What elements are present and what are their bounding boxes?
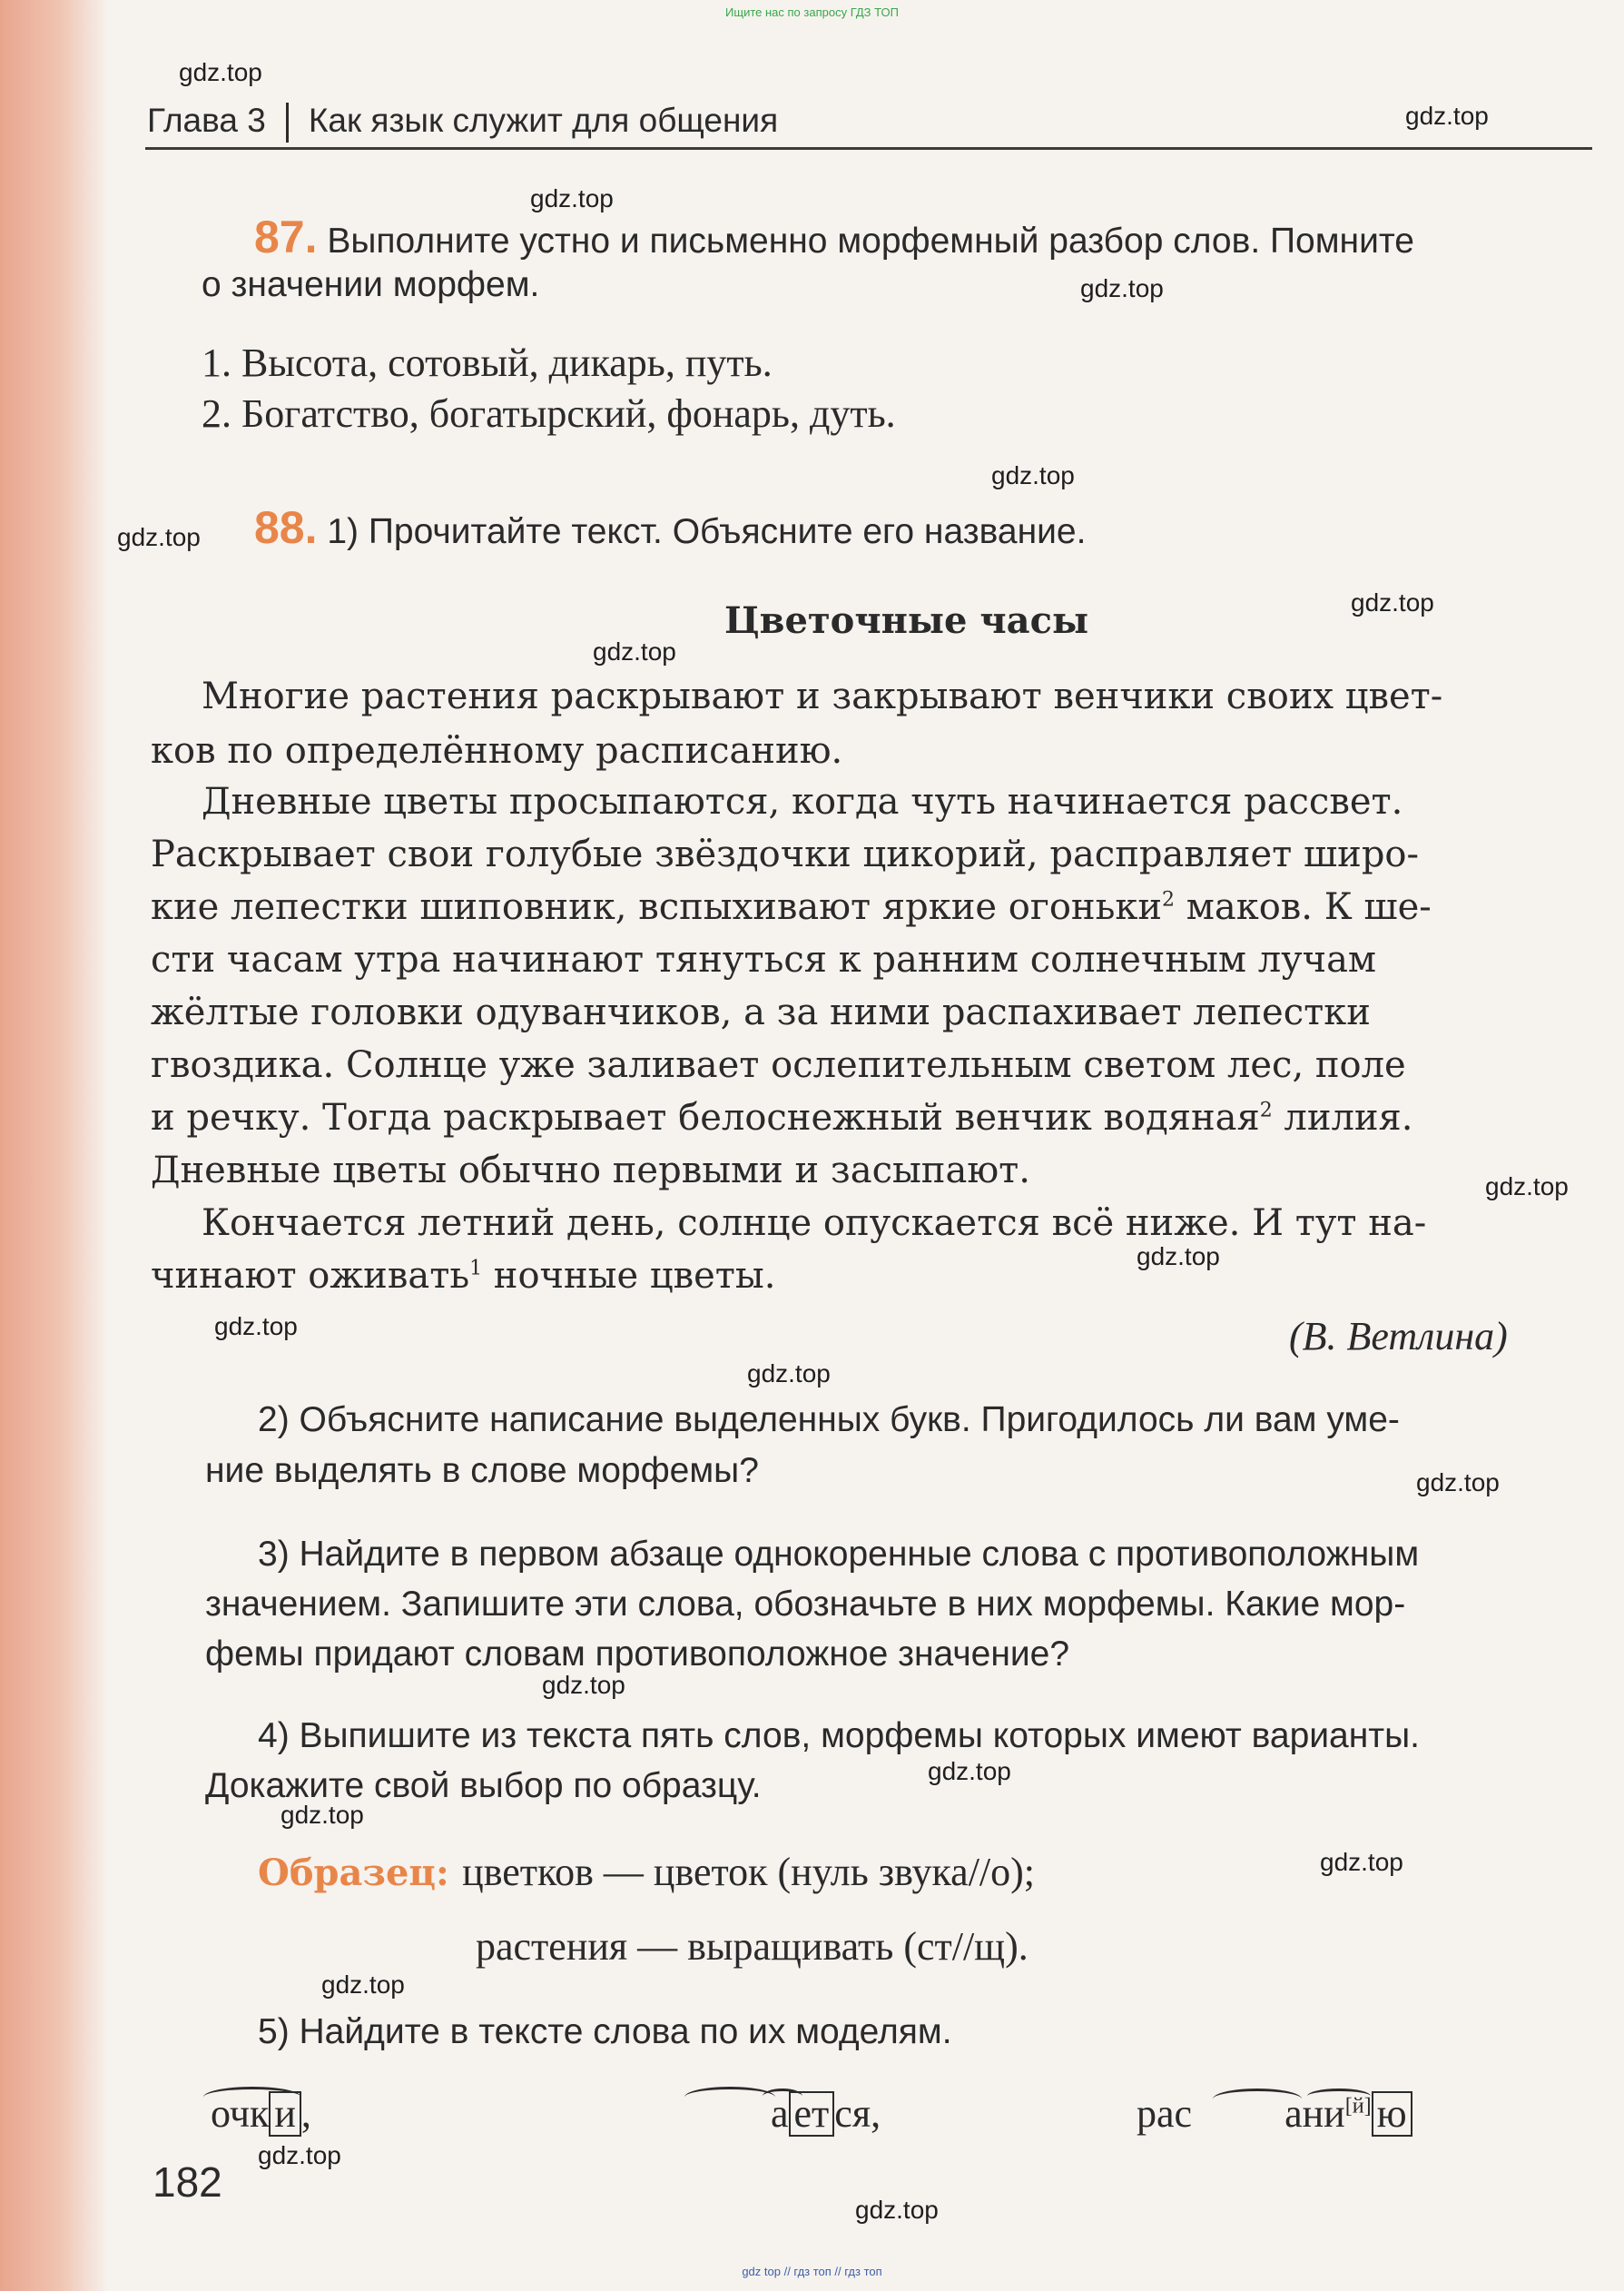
exercise-87-item-1: 1. Высота, сотовый, дикарь, путь.	[202, 341, 773, 385]
text-line: Кончается летний день, солнце опускается всё ниже. И тут на-	[202, 1202, 1427, 1244]
text-line: Многие растения раскрывают и закрывают венчики своих цвет-	[202, 676, 1443, 717]
morpheme-root: очк	[211, 2091, 270, 2136]
text-line: жёлтые головки одуванчиков, а за ними распахивает лепестки	[151, 992, 1371, 1033]
task-text: Выполните устно и письменно морфемный разбор слов. Помните	[327, 222, 1414, 261]
watermark: gdz.top	[1485, 1172, 1569, 1200]
watermark: gdz.top	[281, 1801, 364, 1829]
task-2: 2) Объясните написание выделенных букв. Пригодилось ли вам уме-	[258, 1400, 1400, 1439]
footnote-mark: 2	[1162, 888, 1176, 912]
morpheme-suffix: ани	[1284, 2091, 1345, 2136]
text-line: Дневные цветы обычно первыми и засыпают.	[151, 1150, 1030, 1191]
watermark: gdz.top	[1405, 102, 1489, 130]
footnote-mark: 1	[469, 1257, 483, 1280]
root-arc	[203, 2087, 301, 2108]
header-separator	[286, 103, 289, 143]
task-3: 3) Найдите в первом абзаце однокоренные слова с противоположным	[258, 1535, 1420, 1574]
text-title: Цветочные часы	[724, 599, 1089, 642]
sample-label: Образец:	[258, 1852, 449, 1894]
exercise-88-task-1	[254, 501, 1086, 554]
task-text: 1) Прочитайте текст. Объясните его название.	[327, 512, 1087, 551]
watermark: gdz.top	[321, 1970, 405, 1999]
text-line: кие лепестки шиповник, вспыхивают яркие огоньки$^2$ маков. К ше-	[151, 886, 1432, 928]
bottom-banner[interactable]: gdz top // гдз топ // гдз топ	[742, 2265, 882, 2278]
watermark: gdz.top	[179, 58, 262, 86]
morpheme-prefix: рас	[1137, 2091, 1193, 2136]
watermark: gdz.top	[1416, 1468, 1500, 1496]
page-number: 182	[153, 2158, 222, 2206]
watermark: gdz.top	[928, 1757, 1011, 1785]
chapter-title: Как язык служит для общения	[308, 102, 779, 139]
watermark: gdz.top	[530, 184, 614, 212]
text-line: Раскрывает свои голубые звёздочки цикорий, расправляет широ-	[151, 834, 1420, 875]
header-rule	[145, 147, 1592, 150]
task-3: фемы придают словам противоположное значение?	[205, 1634, 1070, 1674]
task-text: о значении морфем.	[202, 265, 540, 304]
word-model-1: очк и ,	[211, 2091, 311, 2136]
morpheme-ending-box: ет	[789, 2091, 835, 2137]
task-2: ние выделять в слове морфемы?	[205, 1451, 759, 1490]
task-4: Докажите свой выбор по образцу.	[205, 1766, 762, 1805]
text-line: чинают оживать$^1$ ночные цветы.	[151, 1255, 776, 1297]
text-line: сти часам утра начинают тянуться к ранним солнечным лучам	[151, 939, 1377, 981]
exercise-87-task	[254, 211, 1414, 263]
watermark: gdz.top	[117, 523, 201, 551]
sound-j: [й]	[1344, 2093, 1372, 2118]
morpheme-ending-box: ю	[1372, 2091, 1412, 2137]
task-4: 4) Выпишите из текста пять слов, морфемы которых имеют варианты.	[258, 1716, 1421, 1755]
text-author: (В. Ветлина)	[1289, 1314, 1508, 1358]
text-line: ков по определённому расписанию.	[151, 730, 843, 772]
text-line: и речку. Тогда раскрывает белоснежный венчик водяная$^2$ лилия.	[151, 1097, 1413, 1139]
suffix-mark	[763, 2089, 802, 2104]
watermark: gdz.top	[542, 1671, 625, 1699]
sample-line-2: растения — выращивать (ст//щ).	[476, 1924, 1029, 1969]
watermark: gdz.top	[214, 1312, 298, 1340]
chapter-label: Глава 3	[147, 102, 266, 139]
watermark: gdz.top	[1320, 1848, 1403, 1876]
running-header	[147, 102, 778, 143]
root-arc	[1213, 2089, 1302, 2109]
word-model-2: а ет ся,	[771, 2091, 881, 2136]
watermark: gdz.top	[1080, 274, 1164, 302]
top-banner[interactable]: Ищите нас по запросу ГДЗ ТОП	[725, 5, 899, 19]
watermark: gdz.top	[258, 2141, 341, 2169]
footnote-mark: 2	[1259, 1099, 1273, 1122]
root-arc	[684, 2087, 775, 2108]
watermark: gdz.top	[991, 461, 1075, 489]
suffix-mark	[1307, 2089, 1371, 2104]
exercise-87-item-2: 2. Богатство, богатырский, фонарь, дуть.	[202, 391, 896, 436]
watermark: gdz.top	[593, 637, 676, 666]
task-3: значением. Запишите эти слова, обозначьте в них морфемы. Какие мор-	[205, 1585, 1406, 1624]
sample-line-1: Образец: цветков — цветок (нуль звука//о);	[258, 1850, 1036, 1894]
exercise-number: 87.	[254, 212, 318, 262]
morpheme-postfix: ся	[834, 2091, 871, 2136]
morpheme-suffix: а	[771, 2091, 789, 2136]
task-5: 5) Найдите в тексте слова по их моделям.	[258, 2012, 952, 2051]
morpheme-ending-box: и	[269, 2091, 301, 2137]
watermark: gdz.top	[747, 1359, 831, 1387]
text-line: Дневные цветы просыпаются, когда чуть начинается рассвет.	[202, 781, 1403, 823]
watermark: gdz.top	[1137, 1242, 1220, 1270]
text-line: гвоздика. Солнце уже заливает ослепительным светом лес, поле	[151, 1044, 1406, 1086]
watermark: gdz.top	[855, 2196, 939, 2224]
watermark: gdz.top	[1351, 588, 1434, 617]
exercise-number: 88.	[254, 502, 318, 553]
